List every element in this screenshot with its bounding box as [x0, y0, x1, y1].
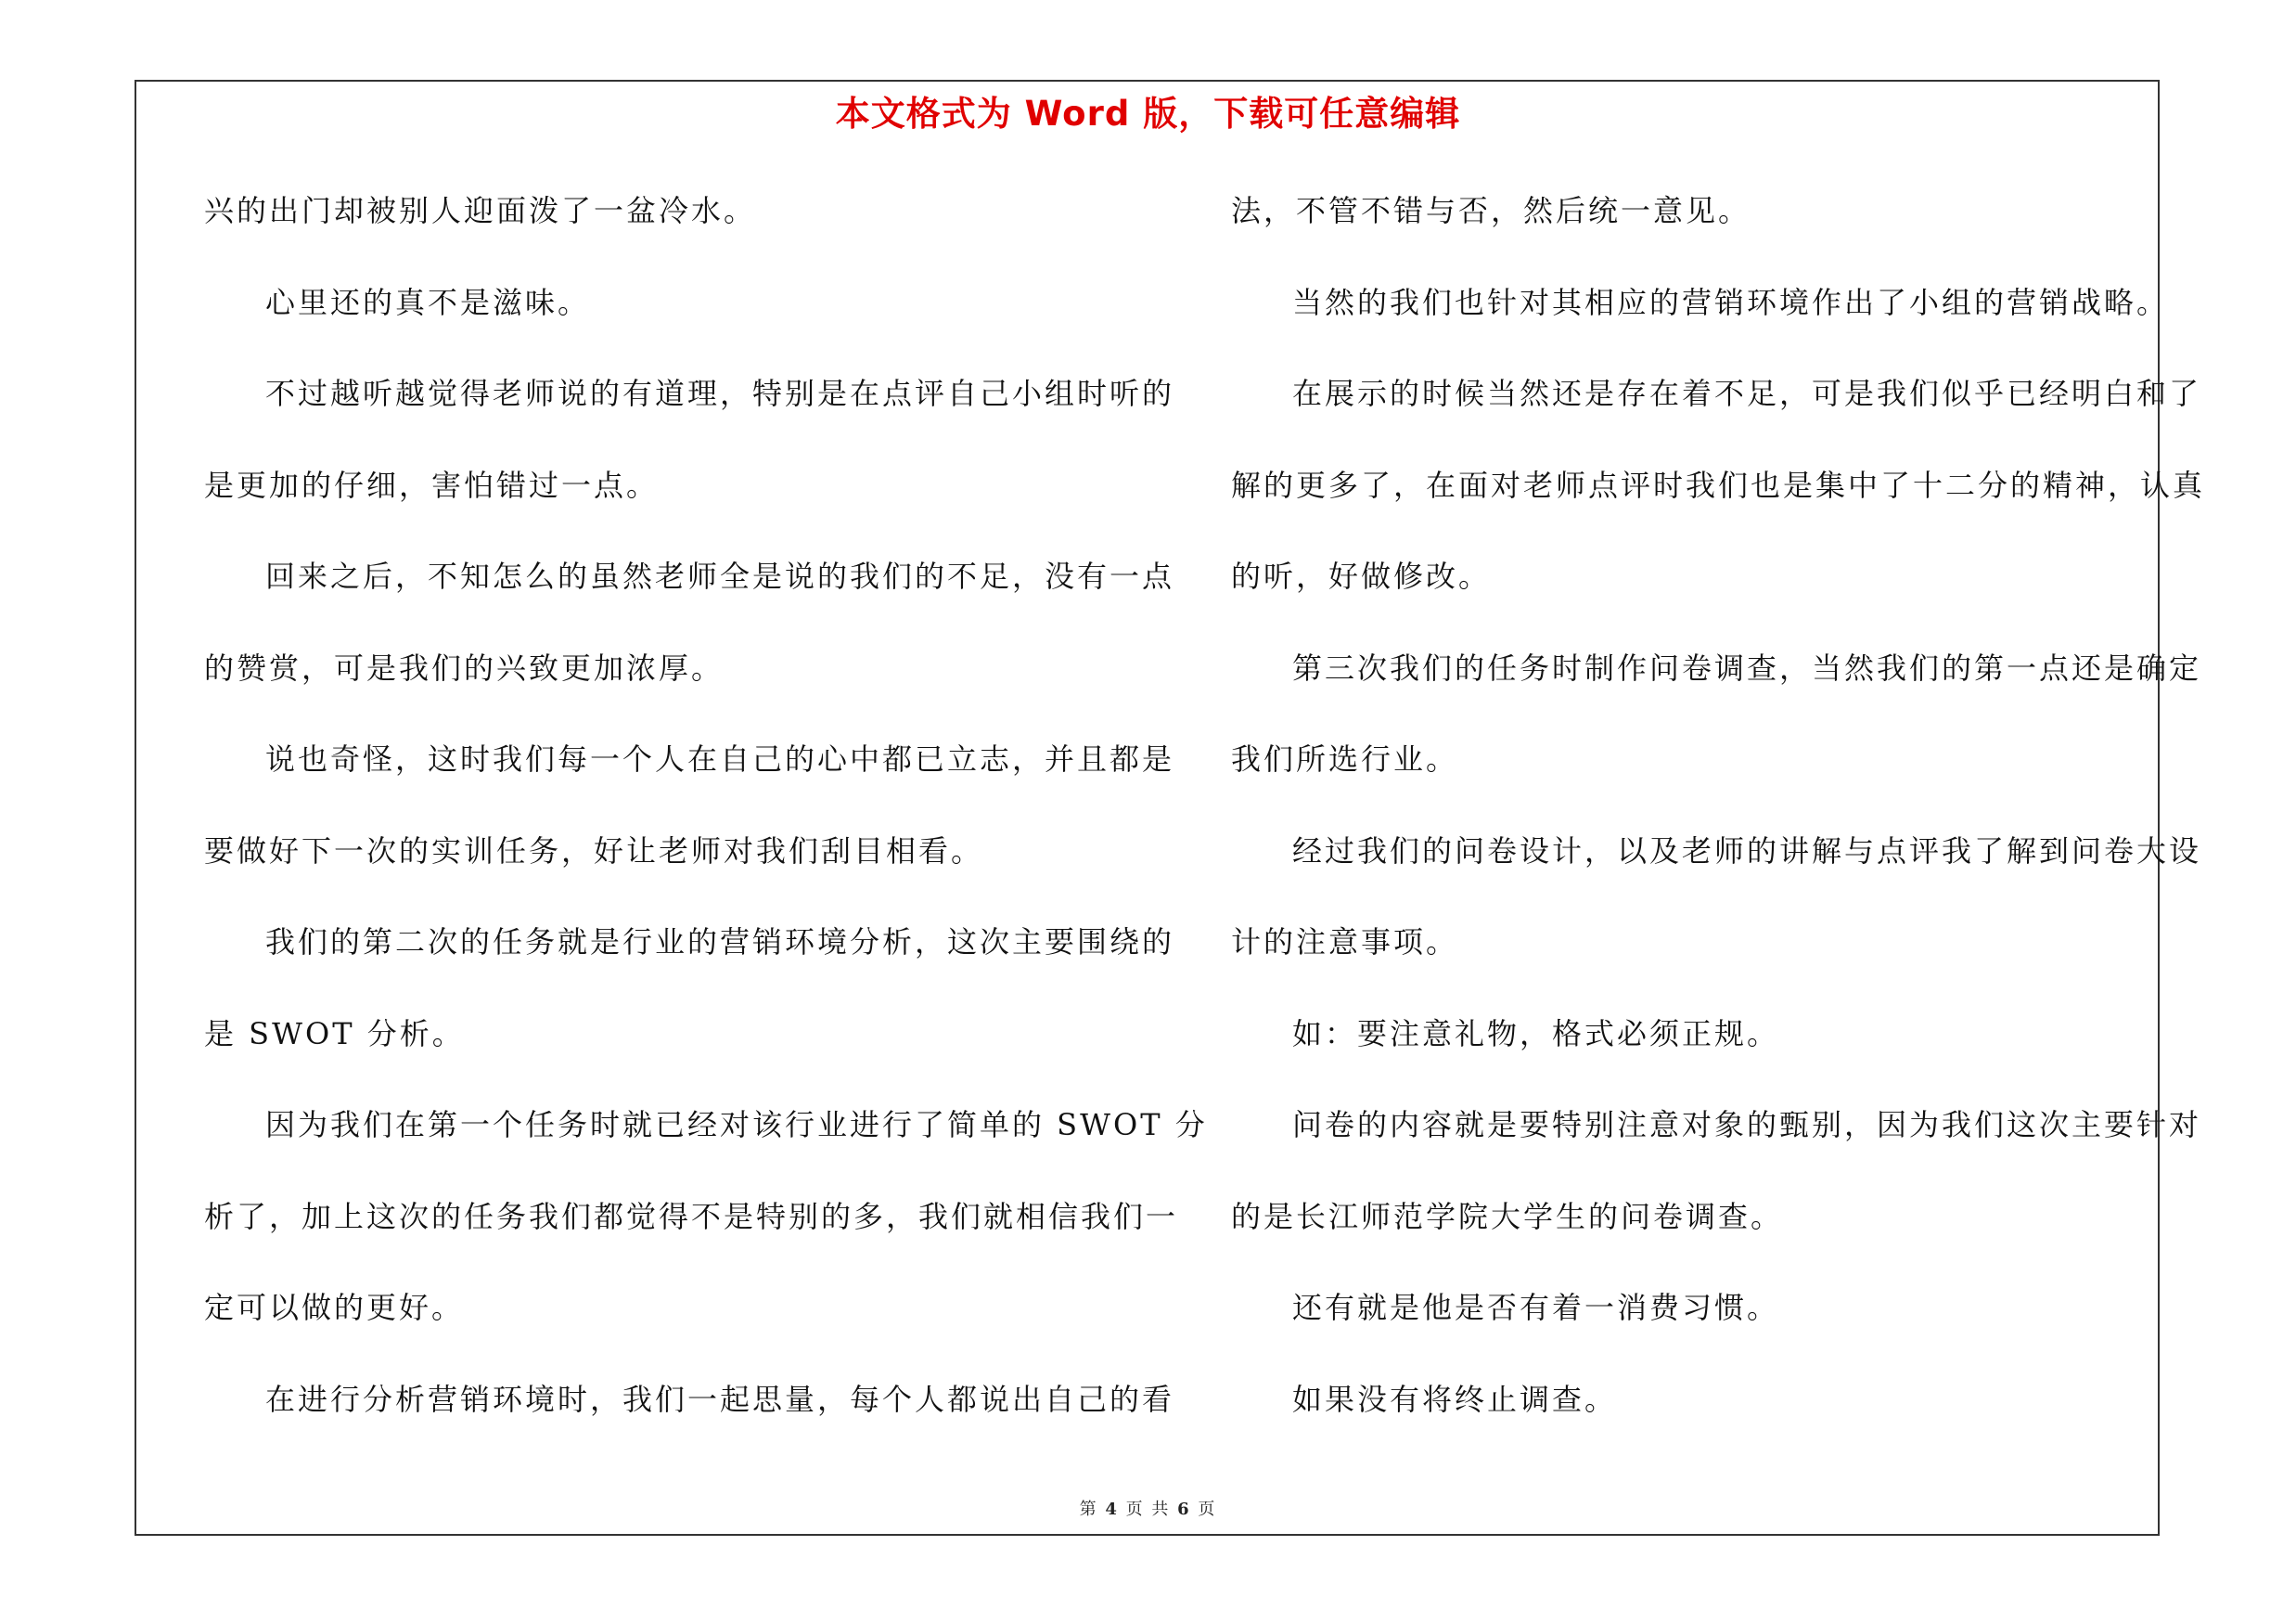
text-line: 我们所选行业。 — [1231, 741, 1459, 777]
text-line: 的听，好做修改。 — [1231, 559, 1492, 594]
text-line: 法，不管不错与否，然后统一意见。 — [1231, 193, 1751, 228]
text-line: 还有就是他是否有着一消费习惯。 — [1292, 1290, 1780, 1325]
text-line: 问卷的内容就是要特别注意对象的甄别，因为我们这次主要针对 — [1292, 1107, 2202, 1142]
text-line: 如果没有将终止调查。 — [1292, 1382, 1618, 1417]
text-line: 经过我们的问卷设计，以及老师的讲解与点评我了解到问卷大设 — [1292, 833, 2202, 869]
footer-middle: 页 共 — [1125, 1500, 1171, 1519]
text-line: 析了，加上这次的任务我们都觉得不是特别的多，我们就相信我们一 — [204, 1199, 1179, 1234]
text-line: 当然的我们也针对其相应的营销环境作出了小组的营销战略。 — [1292, 285, 2170, 320]
word-format-banner: 本文格式为 Word 版，下载可任意编辑 — [835, 94, 1461, 134]
text-line: 计的注意事项。 — [1231, 924, 1459, 960]
text-line: 说也奇怪，这时我们每一个人在自己的心中都已立志，并且都是 — [265, 741, 1175, 777]
text-line: 定可以做的更好。 — [204, 1290, 465, 1325]
text-line: 心里还的真不是滋味。 — [265, 285, 591, 320]
page-footer — [0, 1496, 2296, 1520]
text-line: 第三次我们的任务时制作问卷调查，当然我们的第一点还是确定 — [1292, 650, 2202, 686]
text-line: 要做好下一次的实训任务，好让老师对我们刮目相看。 — [204, 833, 984, 869]
text-line: 回来之后，不知怎么的虽然老师全是说的我们的不足，没有一点 — [265, 559, 1175, 594]
text-line: 如：要注意礼物，格式必须正规。 — [1292, 1016, 1780, 1051]
text-line: 不过越听越觉得老师说的有道理，特别是在点评自己小组时听的 — [265, 376, 1175, 411]
footer-suffix: 页 — [1198, 1500, 1217, 1519]
text-line: 因为我们在第一个任务时就已经对该行业进行了简单的 SWOT 分 — [265, 1107, 1208, 1142]
text-line: 在进行分析营销环境时，我们一起思量，每个人都说出自己的看 — [265, 1382, 1175, 1417]
footer-prefix: 第 — [1079, 1500, 1098, 1519]
footer-current-page: 4 — [1105, 1500, 1119, 1519]
text-line: 解的更多了，在面对老师点评时我们也是集中了十二分的精神，认真 — [1231, 468, 2206, 503]
text-line: 兴的出门却被别人迎面泼了一盆冷水。 — [204, 193, 757, 228]
text-line: 我们的第二次的任务就是行业的营销环境分析，这次主要围绕的 — [265, 924, 1175, 960]
text-line: 是 SWOT 分析。 — [204, 1016, 465, 1051]
text-line: 是更加的仔细，害怕错过一点。 — [204, 468, 660, 503]
text-line: 在展示的时候当然还是存在着不足，可是我们似乎已经明白和了 — [1292, 376, 2202, 411]
text-line: 的赞赏，可是我们的兴致更加浓厚。 — [204, 650, 725, 686]
footer-total-pages: 6 — [1177, 1500, 1191, 1519]
text-line: 的是长江师范学院大学生的问卷调查。 — [1231, 1199, 1784, 1234]
